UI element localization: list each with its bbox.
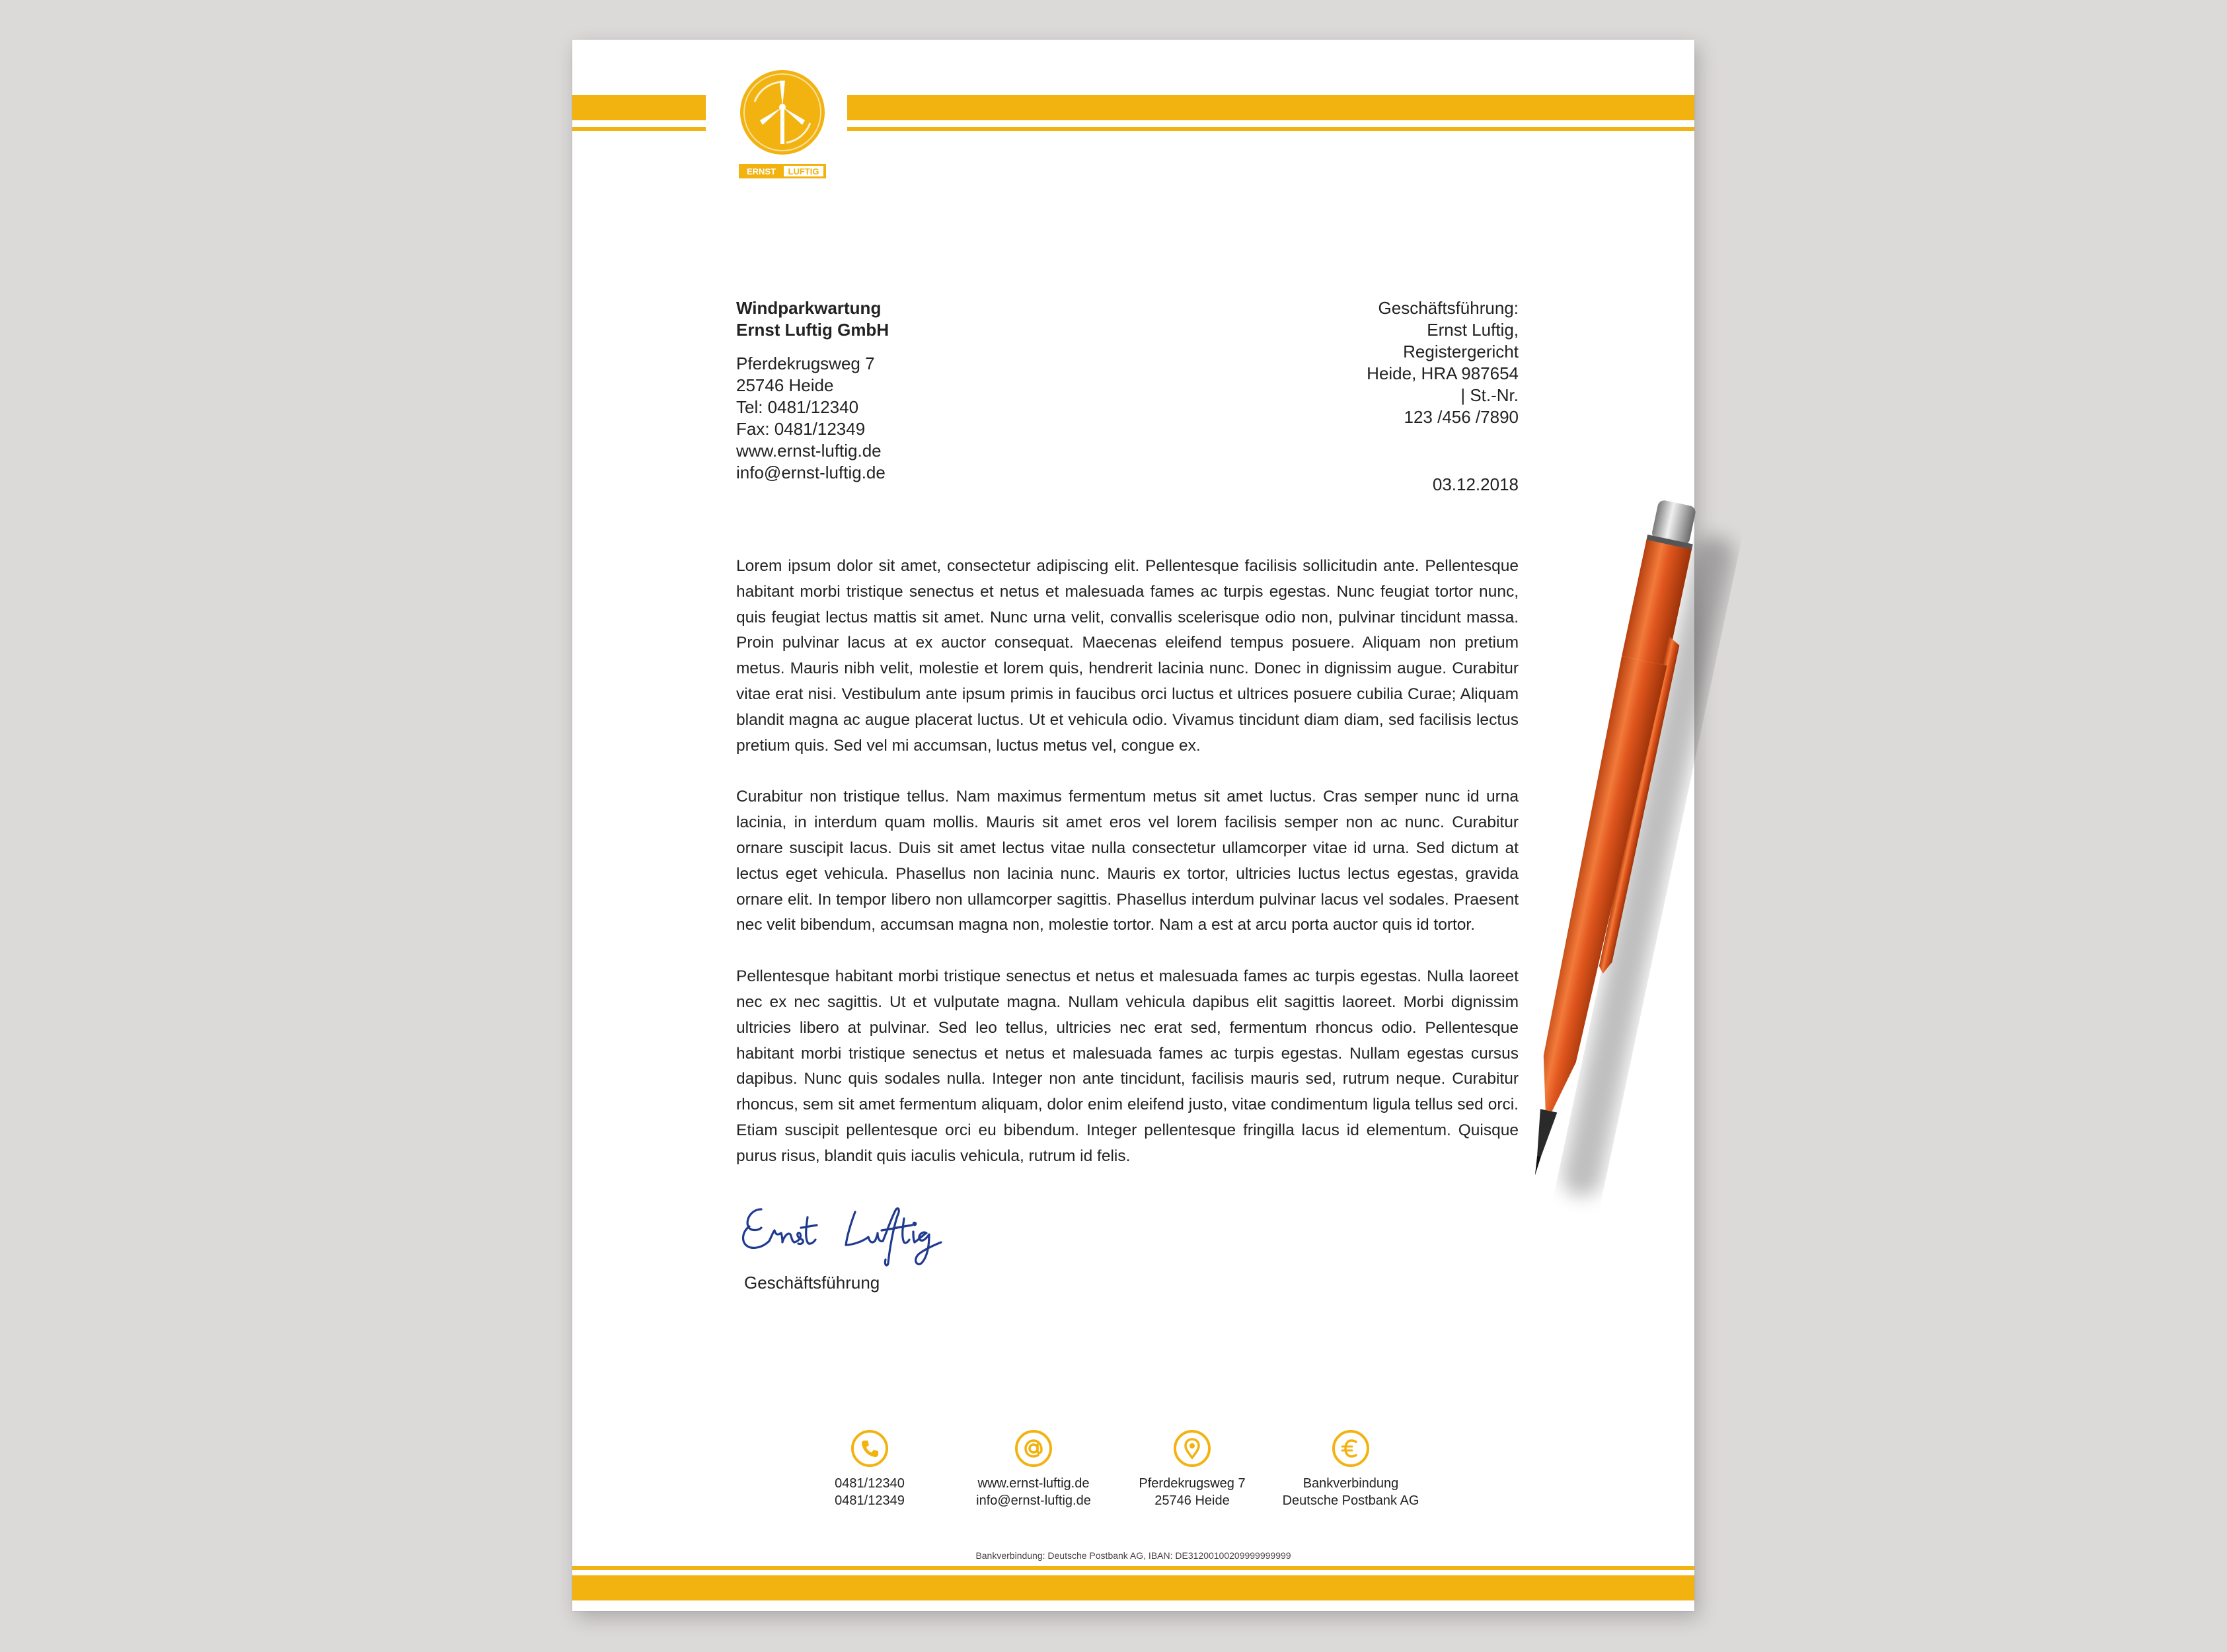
header-line-right (847, 127, 1694, 131)
handwritten-signature (739, 1189, 963, 1269)
phone-icon (850, 1429, 889, 1468)
company-info-line5: | St.-Nr. (1460, 385, 1519, 405)
company-info-line6: 123 /456 /7890 (1404, 407, 1519, 427)
body-paragraph-2: Curabitur non tristique tellus. Nam maximus fermentum metus sit amet luctus. Cras semper nunc id urna lacinia, in interdum quam mollis. Mauris sit amet eros vel lorem facilisis semper non ac nunc. Curabitur ornare suscipit lacus. Duis sit amet lectus vitae nulla consectetur ullamcorper vitae id urna. Sed dictum at lectus eget vehicula. Phasellus non lacinia nunc. Mauris ex tortor, ultricies luctus lectus egestas, gravida ornare elit. In tempor libero non ullamcorper sagittis. Phasellus interdum pulvinar lacus vel sodales. Praesent nec velit bibendum, accumsan magna non, molestie tortor. Nam a est at arcu porta auctor quis id tortor. (736, 788, 1519, 934)
body-paragraph-3: Pellentesque habitant morbi tristique senectus et netus et malesuada fames ac turpis egestas. Nulla laoreet nec ex nec sagittis. Ut et vulputate magna. Nullam vehicula dapibus elit sagittis laoreet. Morbi dignissim ultricies libero at pulvinar. Sed leo tellus, ultricies nec erat sed, fermentum rhoncus odio. Pellentesque habitant morbi tristique senectus et netus et malesuada fames ac turpis egestas. Nullam egestas cursus dapibus. Nunc quis sodales nulla. Integer non ante tincidunt, facilisis mauris sed, rutrum neque. Curabitur rhoncus, sem sit amet fermentum aliquam, dolor enim eleifend justo, vitae condimentum ligula tellus sed orci. Etiam suscipit pellentesque orci eu bibendum. Integer pellentesque fringilla lacus id elementum. Quisque purus risus, blandit quis iaculis vehicula, rutrum id felis. (736, 967, 1519, 1165)
footer-address (1113, 1429, 1271, 1509)
sender-line2: Ernst Luftig GmbH (736, 320, 889, 340)
sender-city: 25746 Heide (736, 375, 834, 395)
footer-address-line2: 25746 Heide (1154, 1493, 1230, 1508)
footer-phone (790, 1429, 949, 1509)
ballpoint-pen (1493, 489, 1797, 1256)
at-icon (1014, 1429, 1053, 1468)
company-info-line2: Ernst Luftig, (1427, 320, 1519, 340)
body-paragraph-1: Lorem ipsum dolor sit amet, consectetur adipiscing elit. Pellentesque facilisis sollicitudin ante. Pellentesque habitant morbi tristique senectus et netus et malesuada fames ac turpis egestas. Nunc feugiat tortor nunc, quis feugiat lectus mattis sit amet. Nunc urna velit, convallis scelerisque odio non, pulvinar tincidunt massa. Proin pulvinar lacus at ex auctor consequat. Maecenas eleifend tempus posuere. Aliquam non pretium metus. Mauris nibh velit, molestie et lorem quis, hendrerit lacinia nunc. Donec in dignissim augue. Curabitur vitae erat nisi. Vestibulum ante ipsum primis in faucibus orci luctus et ultrices posuere cubilia Curae; Aliquam blandit magna ac augue placerat luctus. Ut et vehicula odio. Vivamus tincidunt diam diam, sed facilisis lectus pretium quis. Sed vel mi accumsan, luctus metus vel, congue ex. (736, 557, 1519, 755)
signature-role: Geschäftsführung (744, 1273, 880, 1293)
header-line-left (572, 127, 706, 131)
footer-phone-line2: 0481/12349 (835, 1493, 905, 1508)
sender-address (736, 297, 1133, 484)
letter-date: 03.12.2018 (1432, 474, 1519, 494)
euro-icon (1331, 1429, 1371, 1468)
sender-line1: Windparkwartung (736, 298, 882, 318)
company-info-line1: Geschäftsführung: (1378, 298, 1519, 318)
company-info (1122, 297, 1519, 428)
footer-bank-details: Bankverbindung: Deutsche Postbank AG, IBAN: DE31200100209999999999 (975, 1550, 1291, 1561)
footer-bank-line2: Deutsche Postbank AG (1282, 1493, 1419, 1508)
footer-web (954, 1429, 1113, 1509)
letter-body (736, 554, 1519, 1195)
footer-web-line1: www.ernst-luftig.de (977, 1476, 1090, 1491)
sender-tel: Tel: 0481/12340 (736, 397, 859, 417)
footer-web-line2: info@ernst-luftig.de (976, 1493, 1091, 1508)
company-info-line4: Heide, HRA 987654 (1367, 363, 1519, 383)
footer-phone-line1: 0481/12340 (835, 1476, 905, 1491)
header-band-right (847, 95, 1694, 120)
footer-bank-line1: Bankverbindung (1302, 1476, 1399, 1491)
company-logo (736, 69, 829, 181)
footer-address-line1: Pferdekrugsweg 7 (1139, 1476, 1246, 1491)
sender-fax: Fax: 0481/12349 (736, 419, 866, 439)
location-pin-icon (1172, 1429, 1212, 1468)
header-band-left (572, 95, 706, 120)
sender-street: Pferdekrugsweg 7 (736, 354, 875, 373)
footer-bank (1271, 1429, 1430, 1509)
sender-email: info@ernst-luftig.de (736, 463, 886, 482)
footer-line (572, 1566, 1694, 1570)
company-info-line3: Registergericht (1403, 342, 1519, 361)
logo-text-right: LUFTIG (788, 167, 819, 176)
sender-web: www.ernst-luftig.de (736, 441, 882, 461)
logo-text-left: ERNST (746, 167, 776, 176)
footer-band (572, 1575, 1694, 1600)
